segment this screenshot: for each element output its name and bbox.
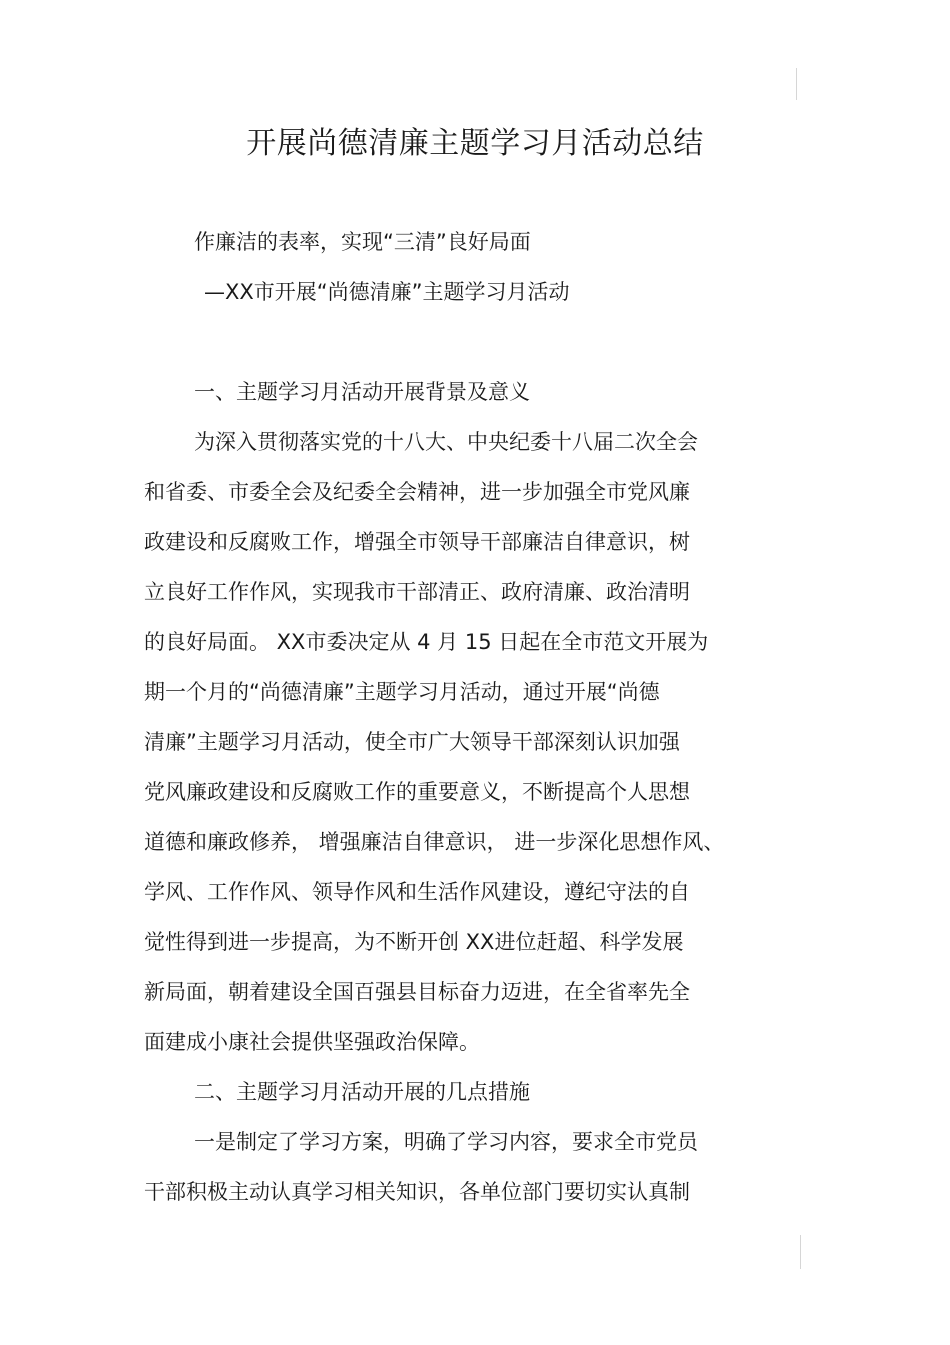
paragraph-1-line: 学风、工作作风、领导作风和生活作风建设，遵纪守法的自 [144,880,690,904]
paragraph-1-line: 觉性得到进一步提高，为不断开创 XX进位赶超、科学发展 [144,930,684,954]
subtitle-line-2: —XX市开展“尚德清廉”主题学习月活动 [204,280,570,304]
paragraph-1-line: 党风廉政建设和反腐败工作的重要意义，不断提高个人思想 [144,780,690,804]
paragraph-1-line: 和省委、市委全会及纪委全会精神，进一步加强全市党风廉 [144,480,690,504]
paragraph-1-line: 政建设和反腐败工作，增强全市领导干部廉洁自律意识，树 [144,530,690,554]
document-title: 开展尚德清廉主题学习月活动总结 [246,126,704,161]
page-corner-mark-bottom [800,1235,801,1269]
subtitle-line-1: 作廉洁的表率，实现“三清”良好局面 [194,230,531,254]
paragraph-1-line: 新局面，朝着建设全国百强县目标奋力迈进，在全省率先全 [144,980,690,1004]
paragraph-1-line: 为深入贯彻落实党的十八大、中央纪委十八届二次全会 [194,430,698,454]
paragraph-1-line: 立良好工作作风，实现我市干部清正、政府清廉、政治清明 [144,580,690,604]
section-2-heading: 二、主题学习月活动开展的几点措施 [194,1080,530,1104]
paragraph-1-line: 期一个月的“尚德清廉”主题学习月活动，通过开展“尚德 [144,680,660,704]
section-1-heading: 一、主题学习月活动开展背景及意义 [194,380,530,404]
paragraph-1-line: 面建成小康社会提供坚强政治保障。 [144,1030,480,1054]
paragraph-1-line: 清廉”主题学习月活动，使全市广大领导干部深刻认识加强 [144,730,680,754]
paragraph-1-line: 道德和廉政修养， 增强廉洁自律意识， 进一步深化思想作风、 [144,830,725,854]
page-corner-mark-top [796,68,797,100]
paragraph-1-line: 的良好局面。 XX市委决定从 4 月 15 日起在全市范文开展为 [144,630,709,654]
paragraph-2-line: 一是制定了学习方案，明确了学习内容，要求全市党员 [194,1130,698,1154]
paragraph-2-line: 干部积极主动认真学习相关知识，各单位部门要切实认真制 [144,1180,690,1204]
